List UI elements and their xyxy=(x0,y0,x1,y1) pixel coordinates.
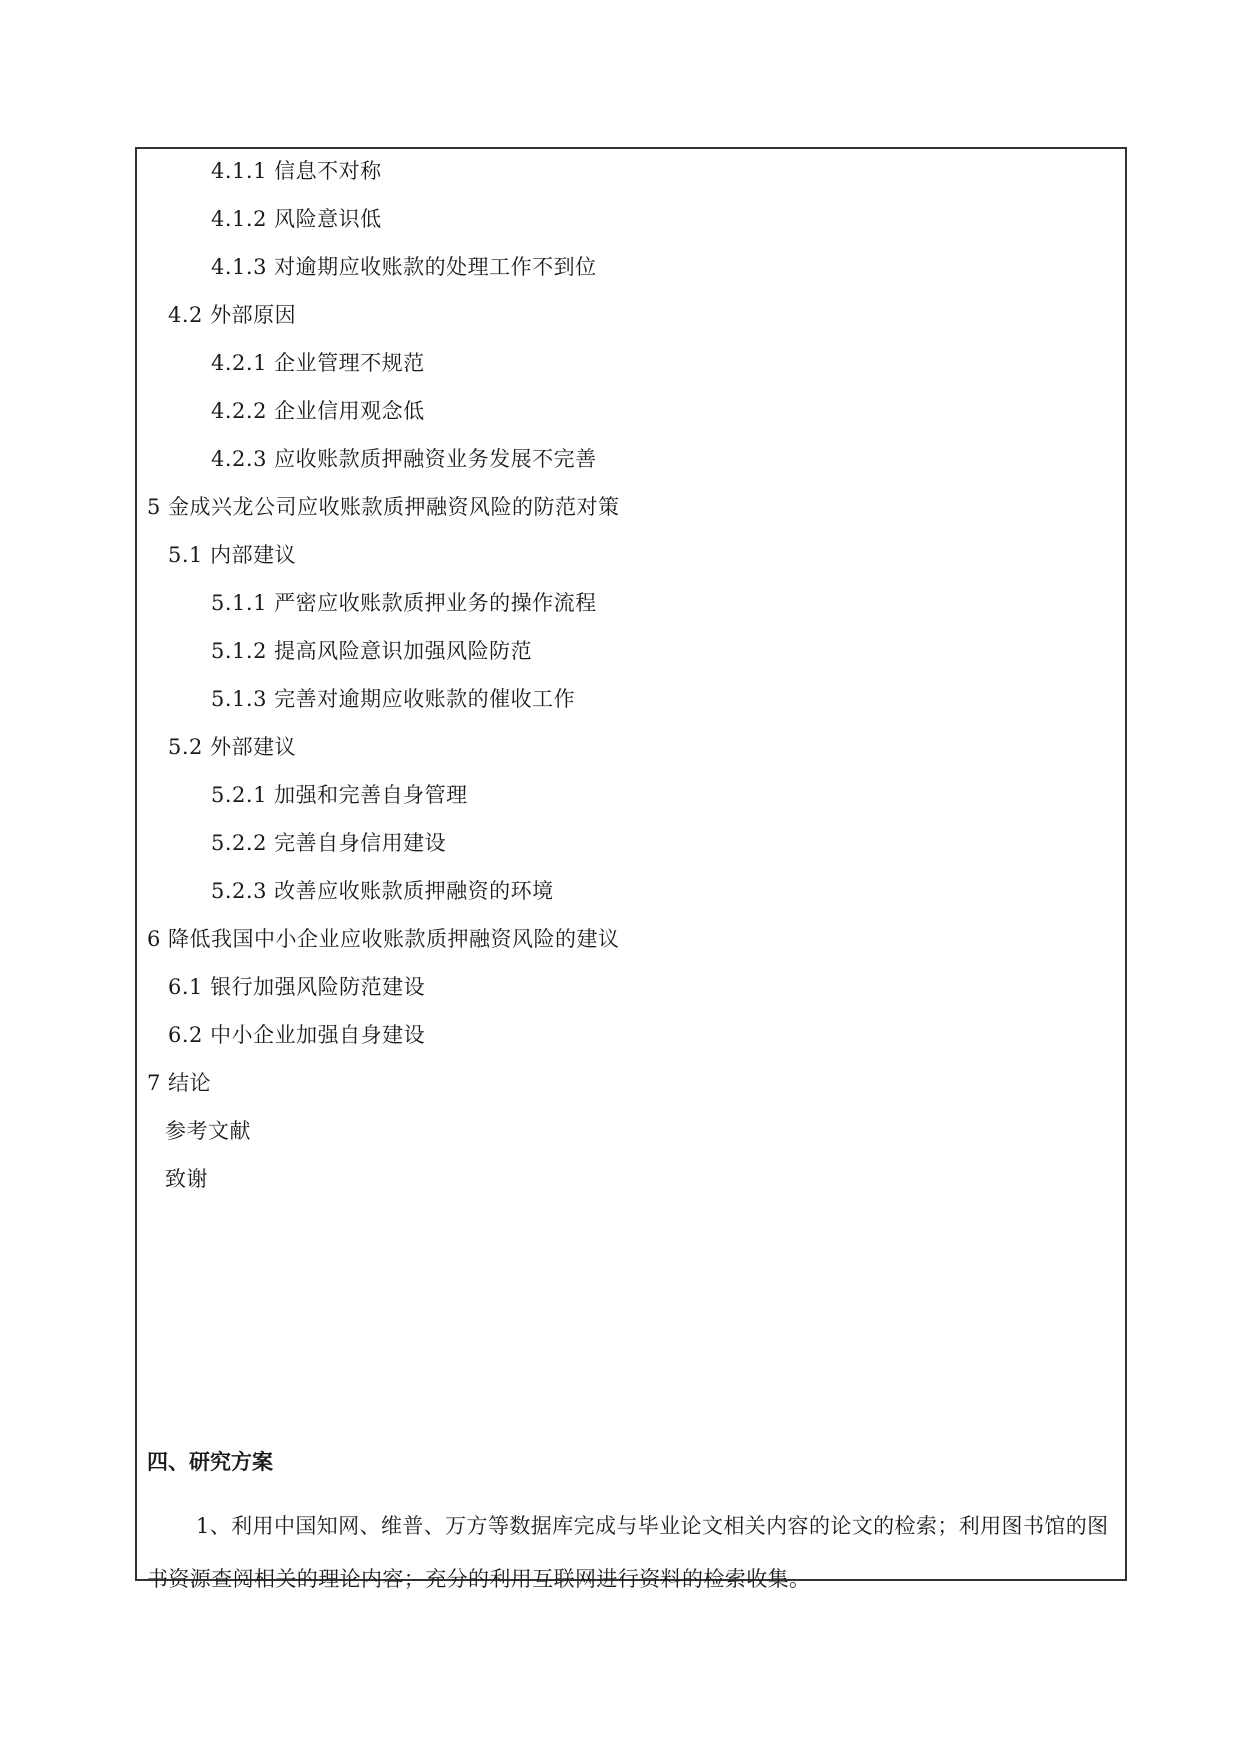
outline-item: 5.1.2 提高风险意识加强风险防范 xyxy=(211,639,533,663)
outline-item: 4.2.2 企业信用观念低 xyxy=(211,399,425,423)
outline-item: 7 结论 xyxy=(147,1071,212,1095)
outline-item: 4.1.3 对逾期应收账款的处理工作不到位 xyxy=(211,255,597,279)
outline-item: 4.2 外部原因 xyxy=(168,303,297,327)
outline-item: 5.1.1 严密应收账款质押业务的操作流程 xyxy=(211,591,597,615)
document-table-cell xyxy=(135,147,1127,1591)
outline-item: 5.2.2 完善自身信用建设 xyxy=(211,831,447,855)
outline-item: 4.2.1 企业管理不规范 xyxy=(211,351,425,375)
outline-item: 致谢 xyxy=(165,1167,208,1191)
outline-item: 5.1.3 完善对逾期应收账款的催收工作 xyxy=(211,687,576,711)
outline-item: 4.2.3 应收账款质押融资业务发展不完善 xyxy=(211,447,597,471)
outline-item: 4.1.2 风险意识低 xyxy=(211,207,382,231)
outline-item: 5.2 外部建议 xyxy=(168,735,297,759)
outline-item: 5 金成兴龙公司应收账款质押融资风险的防范对策 xyxy=(147,495,620,519)
section-paragraph: 1、利用中国知网、维普、万方等数据库完成与毕业论文相关内容的论文的检索；利用图书馆的图书资源查阅相关的理论内容；充分的利用互联网进行资料的检索收集。 xyxy=(147,1514,1109,1591)
outline-item: 参考文献 xyxy=(165,1119,251,1143)
outline-item: 4.1.1 信息不对称 xyxy=(211,159,382,183)
outline-item: 5.1 内部建议 xyxy=(168,543,297,567)
outline-item: 6 降低我国中小企业应收账款质押融资风险的建议 xyxy=(147,927,620,951)
outline-item: 5.2.1 加强和完善自身管理 xyxy=(211,783,468,807)
section-heading: 四、研究方案 xyxy=(147,1449,273,1474)
outline-item: 6.1 银行加强风险防范建设 xyxy=(168,975,426,999)
outline-item: 6.2 中小企业加强自身建设 xyxy=(168,1023,426,1047)
outline-item: 5.2.3 改善应收账款质押融资的环境 xyxy=(211,879,554,903)
